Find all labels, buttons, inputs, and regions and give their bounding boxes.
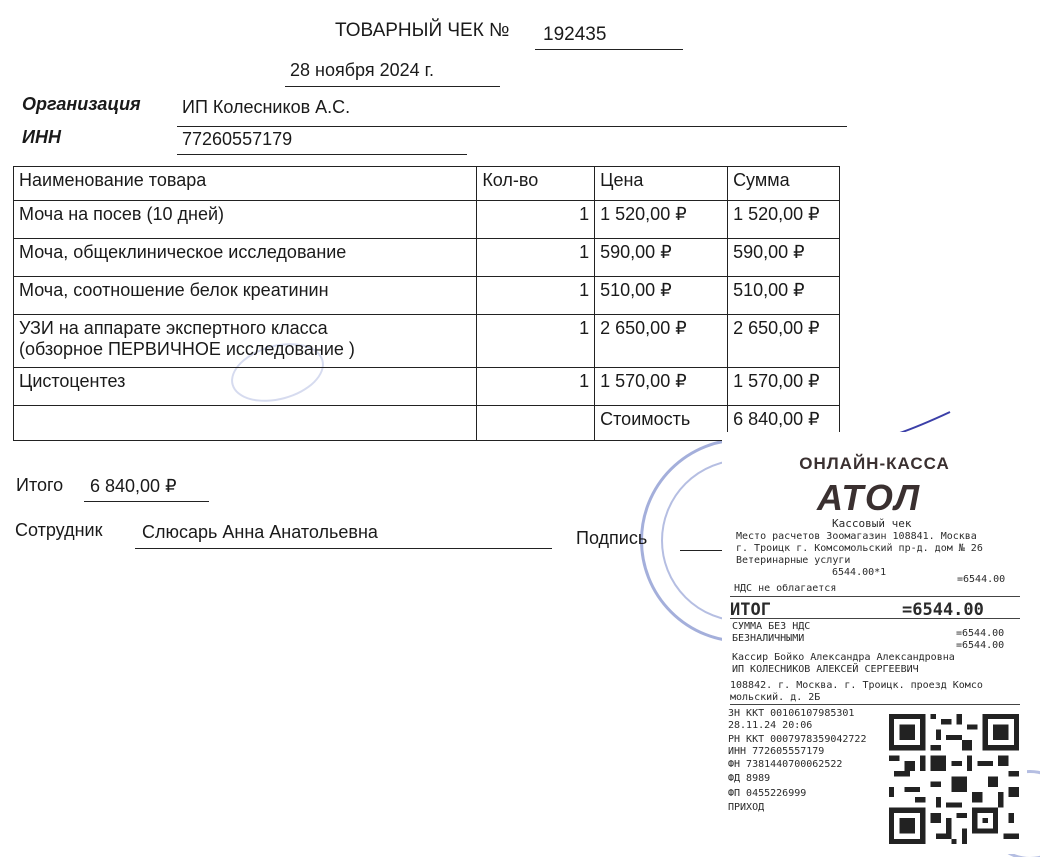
slip-separator (730, 596, 1020, 597)
slip-vat: НДС не облагается (734, 583, 837, 594)
table-header-row (14, 167, 840, 201)
item-sum: 2 650,00 ₽ (728, 315, 840, 368)
slip-cashier: Кассир Бойко Александра Александровна (732, 652, 955, 663)
item-name: Моча на посев (10 дней) (14, 201, 477, 239)
document-title: ТОВАРНЫЙ ЧЕК № (335, 20, 510, 41)
organization-value: ИП Колесников А.С. (182, 97, 351, 117)
item-price: 1 570,00 ₽ (595, 368, 728, 406)
inn-label: ИНН (22, 127, 61, 147)
slip-separator (730, 618, 1020, 619)
slip-no-vat-label: СУММА БЕЗ НДС (732, 621, 811, 632)
slip-type: Кассовый чек (832, 517, 912, 530)
receipt-number: 192435 (543, 24, 607, 45)
table-footer-row (14, 406, 840, 441)
slip-address-line2: мольский. д. 2Б (730, 692, 821, 703)
organization-label: Организация (22, 94, 141, 114)
item-sum: 1 570,00 ₽ (728, 368, 840, 406)
item-name: Моча, общеклиническое исследование (14, 239, 477, 277)
slip-address-line1: 108842. г. Москва. г. Троицк. проезд Комсо (730, 680, 983, 691)
slip-place-line2: г. Троицк г. Комсомольский пр-д. дом № 26 (736, 543, 983, 554)
slip-separator (730, 704, 1020, 705)
table-row (14, 277, 840, 315)
item-price: 2 650,00 ₽ (595, 315, 728, 368)
slip-zn: ЗН ККТ 00106107985301 (728, 708, 855, 719)
slip-seller: ИП КОЛЕСНИКОВ АЛЕКСЕЙ СЕРГЕЕВИЧ (732, 664, 919, 675)
slip-item-calc: 6544.00*1 (832, 567, 887, 578)
organization-underline (177, 126, 847, 127)
item-qty: 1 (477, 315, 595, 368)
slip-place-line1: Место расчетов Зоомагазин 108841. Москва (736, 531, 977, 542)
slip-datetime: 28.11.24 20:06 (728, 720, 813, 731)
date-underline (285, 86, 500, 87)
item-name (14, 315, 477, 368)
table-row (14, 315, 840, 368)
footer-empty (477, 406, 595, 441)
item-name-line1: УЗИ на аппарате экспертного класса (19, 318, 328, 338)
inn-value: 77260557179 (182, 129, 293, 149)
slip-operation: ПРИХОД (728, 802, 765, 813)
item-price: 590,00 ₽ (595, 239, 728, 277)
signature-label: Подпись (576, 528, 648, 548)
item-qty: 1 (477, 277, 595, 315)
cash-register-slip (722, 432, 1027, 854)
table-row (14, 201, 840, 239)
slip-cashless-label: БЕЗНАЛИЧНЫМИ (732, 633, 805, 644)
item-sum: 590,00 ₽ (728, 239, 840, 277)
atol-logo: АТОЛ (817, 477, 922, 518)
receipt-number-underline (535, 49, 683, 50)
slip-header: ОНЛАЙН-КАССА (799, 454, 950, 473)
slip-total-label: ИТОГ (730, 600, 771, 620)
slip-no-vat-value: =6544.00 (956, 628, 1005, 639)
slip-service: Ветеринарные услуги (736, 555, 851, 566)
employee-value: Слюсарь Анна Анатольевна (142, 522, 378, 542)
item-price: 510,00 ₽ (595, 277, 728, 315)
item-name-line2: (обзорное ПЕРВИЧНОЕ исследование ) (19, 339, 355, 359)
header-name: Наименование товара (14, 167, 477, 201)
table-row (14, 239, 840, 277)
receipt-date: 28 ноября 2024 г. (290, 60, 434, 80)
header-qty: Кол-во (477, 167, 595, 201)
slip-fp: ФП 0455226999 (728, 788, 807, 799)
total-value: 6 840,00 ₽ (90, 476, 177, 496)
item-sum: 510,00 ₽ (728, 277, 840, 315)
slip-cashless-value: =6544.00 (956, 640, 1005, 651)
inn-underline (177, 154, 467, 155)
slip-fd: ФД 8989 (728, 773, 771, 784)
footer-empty (14, 406, 477, 441)
header-price: Цена (595, 167, 728, 201)
table-row (14, 368, 840, 406)
employee-label: Сотрудник (15, 520, 103, 540)
total-underline (84, 501, 209, 502)
item-qty: 1 (477, 368, 595, 406)
slip-rn: РН ККТ 0007978359042722 (728, 734, 867, 745)
goods-table (13, 166, 840, 441)
item-qty: 1 (477, 201, 595, 239)
item-name: Цистоцентез (14, 368, 477, 406)
employee-underline (135, 548, 552, 549)
slip-inn: ИНН 772605557179 (728, 746, 825, 757)
slip-fn: ФН 7381440700062522 (728, 759, 843, 770)
header-sum: Сумма (728, 167, 840, 201)
total-label: Итого (16, 475, 64, 495)
item-price: 1 520,00 ₽ (595, 201, 728, 239)
item-name: Моча, соотношение белок креатинин (14, 277, 477, 315)
item-qty: 1 (477, 239, 595, 277)
slip-total-value: =6544.00 (902, 600, 984, 620)
footer-label: Стоимость (595, 406, 728, 441)
slip-item-sum: =6544.00 (957, 574, 1006, 585)
item-sum: 1 520,00 ₽ (728, 201, 840, 239)
footer-value: 6 840,00 ₽ (728, 406, 840, 441)
qr-code (889, 714, 1019, 844)
